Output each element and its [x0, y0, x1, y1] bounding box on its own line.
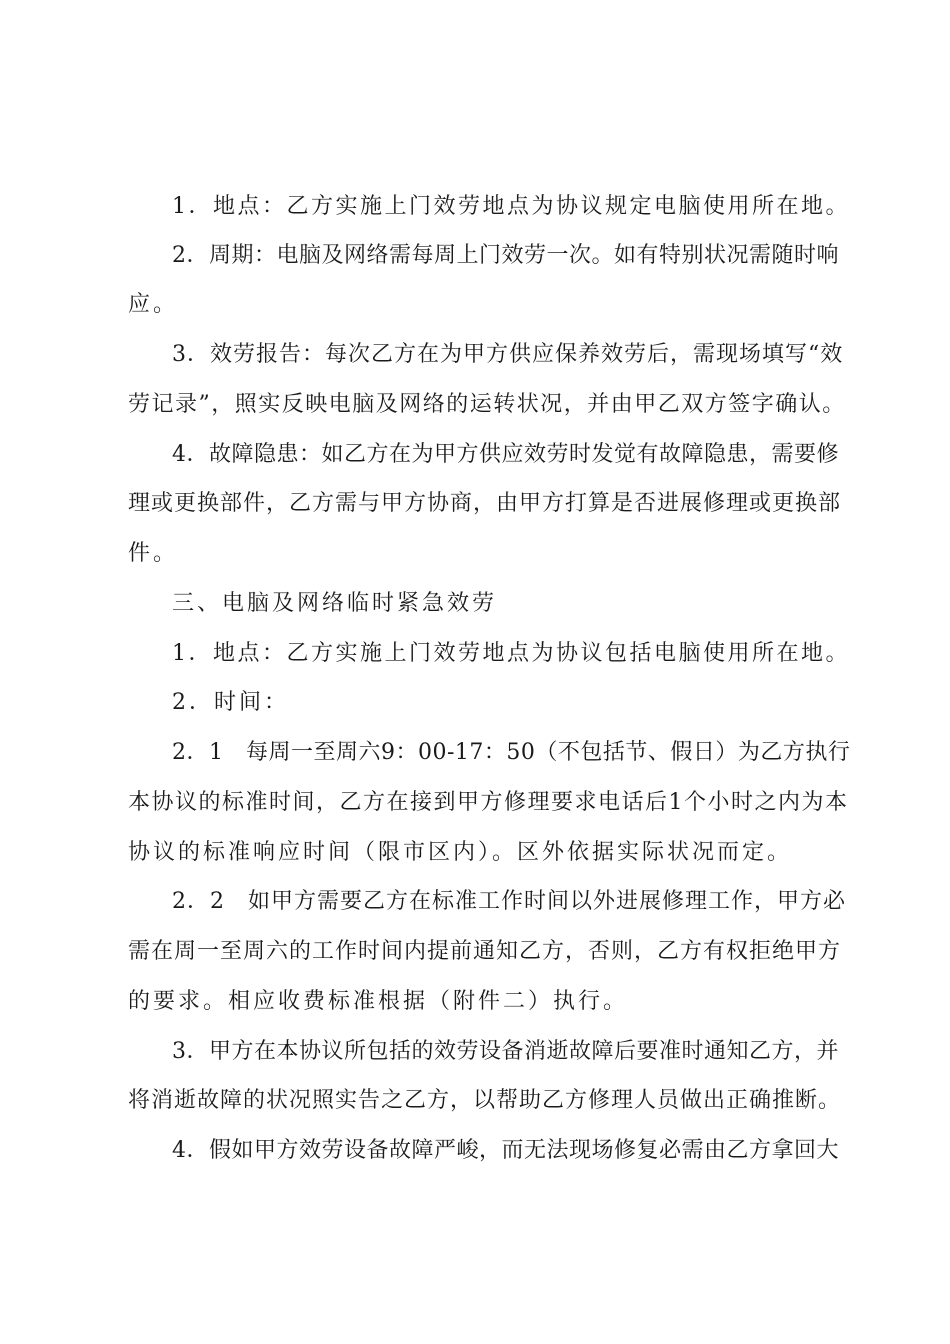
- paragraph-line-8: 件。: [128, 541, 179, 566]
- paragraph-line-3: 应。: [128, 292, 179, 317]
- paragraph-line-18: 3．甲方在本协议所包括的效劳设备消逝故障后要准时通知乙方，并: [172, 1039, 839, 1064]
- paragraph-line-19: 将消逝故障的状况照实告之乙方，以帮助乙方修理人员做出正确推断。: [128, 1088, 842, 1113]
- paragraph-line-2: 2．周期：电脑及网络需每周上门效劳一次。如有特别状况需随时响: [172, 243, 839, 268]
- paragraph-line-7: 理或更换部件，乙方需与甲方协商，由甲方打算是否进展修理或更换部: [128, 491, 842, 516]
- section-heading: 三、电脑及网络临时紧急效劳: [172, 591, 498, 616]
- paragraph-line-5: 劳记录”，照实反映电脑及网络的运转状况，并由甲乙双方签字确认。: [128, 392, 846, 417]
- paragraph-line-16: 需在周一至周六的工作时间内提前通知乙方，否则，乙方有权拒绝甲方: [128, 939, 842, 964]
- paragraph-line-11: 2．时间：: [172, 690, 289, 715]
- paragraph-line-13: 本协议的标准时间，乙方在接到甲方修理要求电话后1个小时之内为本: [128, 790, 849, 815]
- paragraph-line-15: 2．2 如甲方需要乙方在标准工作时间以外进展修理工作，甲方必: [172, 889, 846, 914]
- paragraph-line-6: 4．故障隐患：如乙方在为甲方供应效劳时发觉有故障隐患，需要修: [172, 442, 839, 467]
- paragraph-line-12: 2．1 每周一至周六9：00-17：50（不包括节、假日）为乙方执行: [172, 740, 851, 765]
- paragraph-line-14: 协议的标准响应时间（限市区内）。区外依据实际状况而定。: [128, 840, 793, 865]
- paragraph-line-20: 4．假如甲方效劳设备故障严峻，而无法现场修复必需由乙方拿回大: [172, 1138, 839, 1163]
- paragraph-line-10: 1．地点：乙方实施上门效劳地点为协议包括电脑使用所在地。: [172, 641, 850, 666]
- paragraph-line-1: 1．地点：乙方实施上门效劳地点为协议规定电脑使用所在地。: [172, 194, 850, 219]
- paragraph-line-4: 3．效劳报告：每次乙方在为甲方供应保养效劳后，需现场填写“效: [172, 342, 844, 367]
- paragraph-line-17: 的要求。相应收费标准根据（附件二）执行。: [128, 989, 629, 1014]
